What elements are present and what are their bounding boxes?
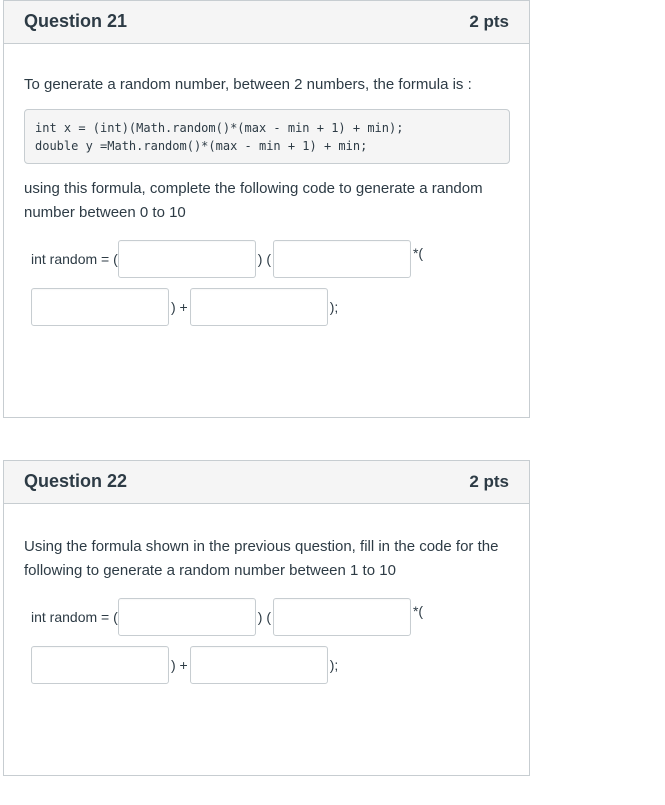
answer-blank-2[interactable] — [273, 598, 411, 636]
answer-blank-3[interactable] — [31, 646, 169, 684]
code-separator: ) ( — [257, 609, 271, 625]
answer-blank-2[interactable] — [273, 240, 411, 278]
question-instruction: Using the formula shown in the previous question, fill in the code for the following to generate a random number between 1 to 10 — [24, 538, 499, 579]
answer-line-2 — [31, 287, 340, 327]
answer-blank-4[interactable] — [190, 646, 328, 684]
code-separator: ) + — [171, 299, 188, 315]
answer-blank-1[interactable] — [118, 598, 256, 636]
code-separator: ) + — [171, 657, 188, 673]
question-21-card — [3, 0, 530, 418]
question-points: 2 pts — [469, 12, 509, 31]
code-separator: ); — [329, 299, 339, 315]
question-22-card — [3, 460, 530, 776]
answer-blank-4[interactable] — [190, 288, 328, 326]
question-instruction: using this formula, complete the following code to generate a random number between 0 to 10 — [24, 180, 483, 221]
code-line: int x = (int)(Math.random()*(max - min + 1) + min); — [35, 121, 404, 135]
answer-blank-1[interactable] — [118, 240, 256, 278]
code-separator: *( — [412, 245, 424, 261]
answer-line-1 — [31, 597, 425, 637]
question-points: 2 pts — [469, 472, 509, 491]
question-intro: To generate a random number, between 2 numbers, the formula is : — [24, 76, 472, 93]
answer-line-2 — [31, 645, 340, 685]
question-title: Question 22 — [24, 471, 128, 491]
question-header — [4, 461, 529, 504]
code-block — [24, 109, 510, 164]
code-line: double y =Math.random()*(max - min + 1) + min; — [35, 139, 368, 153]
answer-blank-3[interactable] — [31, 288, 169, 326]
code-separator: ) ( — [257, 251, 271, 267]
answer-line-1 — [31, 239, 425, 279]
question-title: Question 21 — [24, 11, 128, 31]
code-separator: ); — [329, 657, 339, 673]
question-header — [4, 1, 529, 44]
code-separator: *( — [412, 603, 424, 619]
code-prefix: int random = ( — [31, 251, 118, 267]
code-prefix: int random = ( — [31, 609, 118, 625]
